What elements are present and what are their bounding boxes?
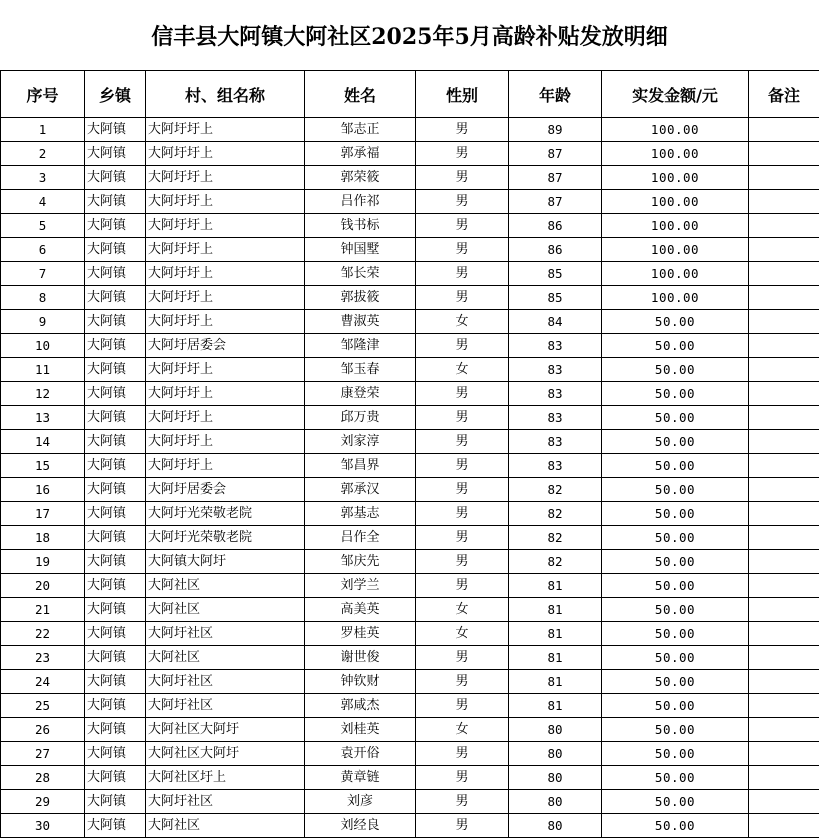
table-row bbox=[1, 766, 819, 790]
cell-township: 大阿镇 bbox=[85, 454, 146, 478]
cell-age: 81 bbox=[509, 646, 602, 670]
cell-remarks bbox=[749, 790, 819, 814]
cell-remarks bbox=[749, 502, 819, 526]
cell-gender: 男 bbox=[416, 574, 509, 598]
table-row bbox=[1, 406, 819, 430]
cell-amount: 100.00 bbox=[602, 214, 749, 238]
cell-name: 康登荣 bbox=[305, 382, 416, 406]
cell-age: 80 bbox=[509, 814, 602, 838]
cell-age: 82 bbox=[509, 550, 602, 574]
table-row bbox=[1, 358, 819, 382]
cell-age: 80 bbox=[509, 766, 602, 790]
cell-index: 25 bbox=[1, 694, 85, 718]
cell-amount: 50.00 bbox=[602, 622, 749, 646]
cell-amount: 50.00 bbox=[602, 406, 749, 430]
cell-name: 邹玉春 bbox=[305, 358, 416, 382]
cell-age: 83 bbox=[509, 358, 602, 382]
cell-index: 26 bbox=[1, 718, 85, 742]
cell-township: 大阿镇 bbox=[85, 166, 146, 190]
cell-village: 大阿圩圩上 bbox=[146, 286, 305, 310]
cell-index: 18 bbox=[1, 526, 85, 550]
cell-gender: 男 bbox=[416, 286, 509, 310]
cell-index: 29 bbox=[1, 790, 85, 814]
header-township: 乡镇 bbox=[85, 71, 146, 118]
cell-village: 大阿圩圩上 bbox=[146, 454, 305, 478]
cell-age: 87 bbox=[509, 142, 602, 166]
cell-amount: 50.00 bbox=[602, 550, 749, 574]
cell-name: 吕作全 bbox=[305, 526, 416, 550]
cell-gender: 男 bbox=[416, 454, 509, 478]
page-title: 信丰县大阿镇大阿社区2025年5月高龄补贴发放明细 bbox=[0, 0, 819, 70]
cell-remarks bbox=[749, 142, 819, 166]
cell-age: 80 bbox=[509, 742, 602, 766]
cell-township: 大阿镇 bbox=[85, 670, 146, 694]
cell-township: 大阿镇 bbox=[85, 334, 146, 358]
cell-village: 大阿社区 bbox=[146, 574, 305, 598]
cell-age: 83 bbox=[509, 406, 602, 430]
table-row bbox=[1, 622, 819, 646]
cell-township: 大阿镇 bbox=[85, 622, 146, 646]
cell-name: 邹隆津 bbox=[305, 334, 416, 358]
cell-village: 大阿圩圩上 bbox=[146, 238, 305, 262]
cell-township: 大阿镇 bbox=[85, 190, 146, 214]
cell-name: 邱万贵 bbox=[305, 406, 416, 430]
cell-remarks bbox=[749, 646, 819, 670]
table-row bbox=[1, 718, 819, 742]
cell-township: 大阿镇 bbox=[85, 478, 146, 502]
table-row bbox=[1, 526, 819, 550]
cell-gender: 男 bbox=[416, 766, 509, 790]
cell-village: 大阿圩社区 bbox=[146, 670, 305, 694]
cell-gender: 男 bbox=[416, 238, 509, 262]
cell-age: 89 bbox=[509, 118, 602, 142]
cell-name: 郭拔筱 bbox=[305, 286, 416, 310]
cell-age: 80 bbox=[509, 790, 602, 814]
cell-amount: 100.00 bbox=[602, 238, 749, 262]
cell-name: 吕作祁 bbox=[305, 190, 416, 214]
table-row bbox=[1, 454, 819, 478]
cell-village: 大阿镇大阿圩 bbox=[146, 550, 305, 574]
cell-index: 7 bbox=[1, 262, 85, 286]
cell-name: 高美英 bbox=[305, 598, 416, 622]
cell-age: 83 bbox=[509, 454, 602, 478]
cell-remarks bbox=[749, 694, 819, 718]
table-row bbox=[1, 262, 819, 286]
cell-name: 钟国墅 bbox=[305, 238, 416, 262]
cell-township: 大阿镇 bbox=[85, 406, 146, 430]
cell-township: 大阿镇 bbox=[85, 766, 146, 790]
cell-age: 83 bbox=[509, 430, 602, 454]
table-row bbox=[1, 430, 819, 454]
cell-gender: 男 bbox=[416, 166, 509, 190]
cell-amount: 100.00 bbox=[602, 118, 749, 142]
cell-township: 大阿镇 bbox=[85, 550, 146, 574]
cell-village: 大阿社区 bbox=[146, 646, 305, 670]
header-gender: 性别 bbox=[416, 71, 509, 118]
cell-index: 6 bbox=[1, 238, 85, 262]
cell-amount: 100.00 bbox=[602, 142, 749, 166]
cell-village: 大阿圩圩上 bbox=[146, 214, 305, 238]
cell-amount: 50.00 bbox=[602, 310, 749, 334]
cell-township: 大阿镇 bbox=[85, 430, 146, 454]
table-row bbox=[1, 742, 819, 766]
cell-index: 13 bbox=[1, 406, 85, 430]
cell-name: 袁开俗 bbox=[305, 742, 416, 766]
cell-amount: 50.00 bbox=[602, 454, 749, 478]
cell-amount: 100.00 bbox=[602, 262, 749, 286]
cell-remarks bbox=[749, 454, 819, 478]
cell-township: 大阿镇 bbox=[85, 598, 146, 622]
header-age: 年龄 bbox=[509, 71, 602, 118]
cell-age: 82 bbox=[509, 502, 602, 526]
cell-gender: 男 bbox=[416, 406, 509, 430]
cell-amount: 50.00 bbox=[602, 766, 749, 790]
cell-index: 17 bbox=[1, 502, 85, 526]
table-row bbox=[1, 790, 819, 814]
cell-name: 刘彦 bbox=[305, 790, 416, 814]
cell-gender: 男 bbox=[416, 382, 509, 406]
cell-index: 1 bbox=[1, 118, 85, 142]
cell-remarks bbox=[749, 286, 819, 310]
cell-remarks bbox=[749, 382, 819, 406]
cell-name: 郭基志 bbox=[305, 502, 416, 526]
header-remarks: 备注 bbox=[749, 71, 819, 118]
cell-amount: 50.00 bbox=[602, 646, 749, 670]
cell-village: 大阿社区 bbox=[146, 598, 305, 622]
cell-index: 14 bbox=[1, 430, 85, 454]
cell-remarks bbox=[749, 742, 819, 766]
cell-village: 大阿圩社区 bbox=[146, 694, 305, 718]
cell-village: 大阿圩圩上 bbox=[146, 358, 305, 382]
cell-name: 刘经良 bbox=[305, 814, 416, 838]
cell-age: 83 bbox=[509, 382, 602, 406]
cell-gender: 女 bbox=[416, 598, 509, 622]
cell-age: 80 bbox=[509, 718, 602, 742]
cell-remarks bbox=[749, 574, 819, 598]
cell-remarks bbox=[749, 430, 819, 454]
header-name: 姓名 bbox=[305, 71, 416, 118]
cell-name: 钱书标 bbox=[305, 214, 416, 238]
cell-name: 邹庆先 bbox=[305, 550, 416, 574]
cell-index: 16 bbox=[1, 478, 85, 502]
cell-remarks bbox=[749, 718, 819, 742]
table-row bbox=[1, 694, 819, 718]
cell-age: 81 bbox=[509, 622, 602, 646]
cell-gender: 女 bbox=[416, 310, 509, 334]
cell-name: 郭承福 bbox=[305, 142, 416, 166]
cell-age: 81 bbox=[509, 574, 602, 598]
cell-remarks bbox=[749, 670, 819, 694]
cell-amount: 50.00 bbox=[602, 502, 749, 526]
cell-gender: 男 bbox=[416, 190, 509, 214]
cell-gender: 男 bbox=[416, 694, 509, 718]
cell-age: 87 bbox=[509, 166, 602, 190]
cell-remarks bbox=[749, 238, 819, 262]
cell-index: 15 bbox=[1, 454, 85, 478]
cell-village: 大阿圩圩上 bbox=[146, 142, 305, 166]
cell-remarks bbox=[749, 526, 819, 550]
cell-amount: 50.00 bbox=[602, 670, 749, 694]
cell-gender: 男 bbox=[416, 142, 509, 166]
cell-township: 大阿镇 bbox=[85, 262, 146, 286]
cell-village: 大阿社区大阿圩 bbox=[146, 718, 305, 742]
cell-village: 大阿圩社区 bbox=[146, 790, 305, 814]
cell-amount: 50.00 bbox=[602, 334, 749, 358]
table-row bbox=[1, 502, 819, 526]
cell-amount: 50.00 bbox=[602, 430, 749, 454]
cell-gender: 男 bbox=[416, 814, 509, 838]
cell-township: 大阿镇 bbox=[85, 526, 146, 550]
cell-village: 大阿社区大阿圩 bbox=[146, 742, 305, 766]
table-row bbox=[1, 646, 819, 670]
cell-index: 30 bbox=[1, 814, 85, 838]
cell-amount: 50.00 bbox=[602, 574, 749, 598]
cell-remarks bbox=[749, 262, 819, 286]
cell-name: 郭荣筱 bbox=[305, 166, 416, 190]
cell-age: 82 bbox=[509, 526, 602, 550]
cell-township: 大阿镇 bbox=[85, 214, 146, 238]
cell-index: 11 bbox=[1, 358, 85, 382]
cell-village: 大阿圩圩上 bbox=[146, 166, 305, 190]
cell-remarks bbox=[749, 334, 819, 358]
table-row bbox=[1, 286, 819, 310]
cell-village: 大阿圩圩上 bbox=[146, 406, 305, 430]
cell-age: 86 bbox=[509, 238, 602, 262]
cell-age: 84 bbox=[509, 310, 602, 334]
cell-gender: 男 bbox=[416, 430, 509, 454]
table-row bbox=[1, 574, 819, 598]
table-row bbox=[1, 670, 819, 694]
cell-village: 大阿圩圩上 bbox=[146, 430, 305, 454]
table-row bbox=[1, 166, 819, 190]
cell-gender: 男 bbox=[416, 502, 509, 526]
table-row bbox=[1, 334, 819, 358]
cell-index: 21 bbox=[1, 598, 85, 622]
cell-village: 大阿圩光荣敬老院 bbox=[146, 526, 305, 550]
cell-amount: 50.00 bbox=[602, 742, 749, 766]
cell-index: 9 bbox=[1, 310, 85, 334]
cell-amount: 100.00 bbox=[602, 286, 749, 310]
cell-township: 大阿镇 bbox=[85, 238, 146, 262]
cell-village: 大阿圩圩上 bbox=[146, 190, 305, 214]
cell-village: 大阿圩光荣敬老院 bbox=[146, 502, 305, 526]
cell-age: 85 bbox=[509, 262, 602, 286]
cell-index: 19 bbox=[1, 550, 85, 574]
cell-remarks bbox=[749, 166, 819, 190]
cell-name: 郭承汉 bbox=[305, 478, 416, 502]
cell-village: 大阿圩圩上 bbox=[146, 262, 305, 286]
cell-index: 5 bbox=[1, 214, 85, 238]
cell-village: 大阿圩圩上 bbox=[146, 310, 305, 334]
cell-amount: 50.00 bbox=[602, 790, 749, 814]
cell-name: 钟钦财 bbox=[305, 670, 416, 694]
cell-index: 22 bbox=[1, 622, 85, 646]
cell-amount: 50.00 bbox=[602, 478, 749, 502]
cell-township: 大阿镇 bbox=[85, 502, 146, 526]
cell-index: 10 bbox=[1, 334, 85, 358]
cell-village: 大阿圩居委会 bbox=[146, 478, 305, 502]
cell-remarks bbox=[749, 358, 819, 382]
cell-village: 大阿圩社区 bbox=[146, 622, 305, 646]
table-row bbox=[1, 814, 819, 838]
table-row bbox=[1, 382, 819, 406]
cell-township: 大阿镇 bbox=[85, 790, 146, 814]
cell-amount: 100.00 bbox=[602, 190, 749, 214]
header-amount: 实发金额/元 bbox=[602, 71, 749, 118]
cell-village: 大阿社区 bbox=[146, 814, 305, 838]
cell-age: 83 bbox=[509, 334, 602, 358]
cell-village: 大阿圩圩上 bbox=[146, 118, 305, 142]
header-village: 村、组名称 bbox=[146, 71, 305, 118]
cell-amount: 50.00 bbox=[602, 694, 749, 718]
subsidy-table bbox=[0, 70, 819, 838]
cell-index: 8 bbox=[1, 286, 85, 310]
cell-remarks bbox=[749, 622, 819, 646]
cell-amount: 50.00 bbox=[602, 358, 749, 382]
cell-village: 大阿社区圩上 bbox=[146, 766, 305, 790]
cell-gender: 男 bbox=[416, 262, 509, 286]
cell-amount: 50.00 bbox=[602, 814, 749, 838]
cell-amount: 50.00 bbox=[602, 526, 749, 550]
cell-remarks bbox=[749, 310, 819, 334]
cell-name: 黄章链 bbox=[305, 766, 416, 790]
cell-gender: 男 bbox=[416, 478, 509, 502]
cell-age: 81 bbox=[509, 694, 602, 718]
cell-index: 28 bbox=[1, 766, 85, 790]
cell-township: 大阿镇 bbox=[85, 814, 146, 838]
cell-remarks bbox=[749, 814, 819, 838]
cell-name: 郭咸杰 bbox=[305, 694, 416, 718]
cell-age: 87 bbox=[509, 190, 602, 214]
cell-name: 邹昌界 bbox=[305, 454, 416, 478]
cell-gender: 男 bbox=[416, 526, 509, 550]
cell-village: 大阿圩圩上 bbox=[146, 382, 305, 406]
cell-name: 刘家淳 bbox=[305, 430, 416, 454]
table-row bbox=[1, 238, 819, 262]
cell-gender: 男 bbox=[416, 118, 509, 142]
cell-index: 2 bbox=[1, 142, 85, 166]
cell-gender: 男 bbox=[416, 790, 509, 814]
cell-remarks bbox=[749, 406, 819, 430]
cell-township: 大阿镇 bbox=[85, 694, 146, 718]
cell-remarks bbox=[749, 478, 819, 502]
cell-name: 邹志正 bbox=[305, 118, 416, 142]
table-row bbox=[1, 598, 819, 622]
cell-gender: 男 bbox=[416, 742, 509, 766]
cell-township: 大阿镇 bbox=[85, 382, 146, 406]
cell-index: 12 bbox=[1, 382, 85, 406]
table-row bbox=[1, 118, 819, 142]
cell-gender: 男 bbox=[416, 334, 509, 358]
table-row bbox=[1, 214, 819, 238]
cell-township: 大阿镇 bbox=[85, 118, 146, 142]
table-row bbox=[1, 550, 819, 574]
cell-township: 大阿镇 bbox=[85, 358, 146, 382]
cell-name: 谢世俊 bbox=[305, 646, 416, 670]
table-row bbox=[1, 142, 819, 166]
table-row bbox=[1, 478, 819, 502]
cell-gender: 女 bbox=[416, 718, 509, 742]
cell-remarks bbox=[749, 598, 819, 622]
cell-name: 罗桂英 bbox=[305, 622, 416, 646]
cell-remarks bbox=[749, 550, 819, 574]
cell-township: 大阿镇 bbox=[85, 742, 146, 766]
cell-name: 邹长荣 bbox=[305, 262, 416, 286]
table-row bbox=[1, 190, 819, 214]
cell-gender: 男 bbox=[416, 646, 509, 670]
cell-gender: 女 bbox=[416, 622, 509, 646]
cell-age: 82 bbox=[509, 478, 602, 502]
cell-remarks bbox=[749, 190, 819, 214]
cell-age: 86 bbox=[509, 214, 602, 238]
cell-township: 大阿镇 bbox=[85, 286, 146, 310]
cell-remarks bbox=[749, 118, 819, 142]
cell-township: 大阿镇 bbox=[85, 646, 146, 670]
cell-gender: 男 bbox=[416, 550, 509, 574]
cell-name: 曹淑英 bbox=[305, 310, 416, 334]
cell-index: 3 bbox=[1, 166, 85, 190]
cell-index: 20 bbox=[1, 574, 85, 598]
cell-township: 大阿镇 bbox=[85, 718, 146, 742]
cell-township: 大阿镇 bbox=[85, 310, 146, 334]
table-row bbox=[1, 310, 819, 334]
cell-amount: 50.00 bbox=[602, 598, 749, 622]
cell-amount: 50.00 bbox=[602, 718, 749, 742]
cell-name: 刘学兰 bbox=[305, 574, 416, 598]
table-header-row bbox=[1, 71, 819, 118]
cell-gender: 男 bbox=[416, 214, 509, 238]
cell-index: 27 bbox=[1, 742, 85, 766]
cell-township: 大阿镇 bbox=[85, 142, 146, 166]
cell-village: 大阿圩居委会 bbox=[146, 334, 305, 358]
cell-index: 23 bbox=[1, 646, 85, 670]
cell-age: 81 bbox=[509, 670, 602, 694]
cell-age: 85 bbox=[509, 286, 602, 310]
cell-index: 4 bbox=[1, 190, 85, 214]
cell-remarks bbox=[749, 766, 819, 790]
cell-age: 81 bbox=[509, 598, 602, 622]
cell-amount: 50.00 bbox=[602, 382, 749, 406]
cell-gender: 女 bbox=[416, 358, 509, 382]
cell-name: 刘桂英 bbox=[305, 718, 416, 742]
header-index: 序号 bbox=[1, 71, 85, 118]
cell-gender: 男 bbox=[416, 670, 509, 694]
cell-amount: 100.00 bbox=[602, 166, 749, 190]
cell-index: 24 bbox=[1, 670, 85, 694]
cell-township: 大阿镇 bbox=[85, 574, 146, 598]
cell-remarks bbox=[749, 214, 819, 238]
